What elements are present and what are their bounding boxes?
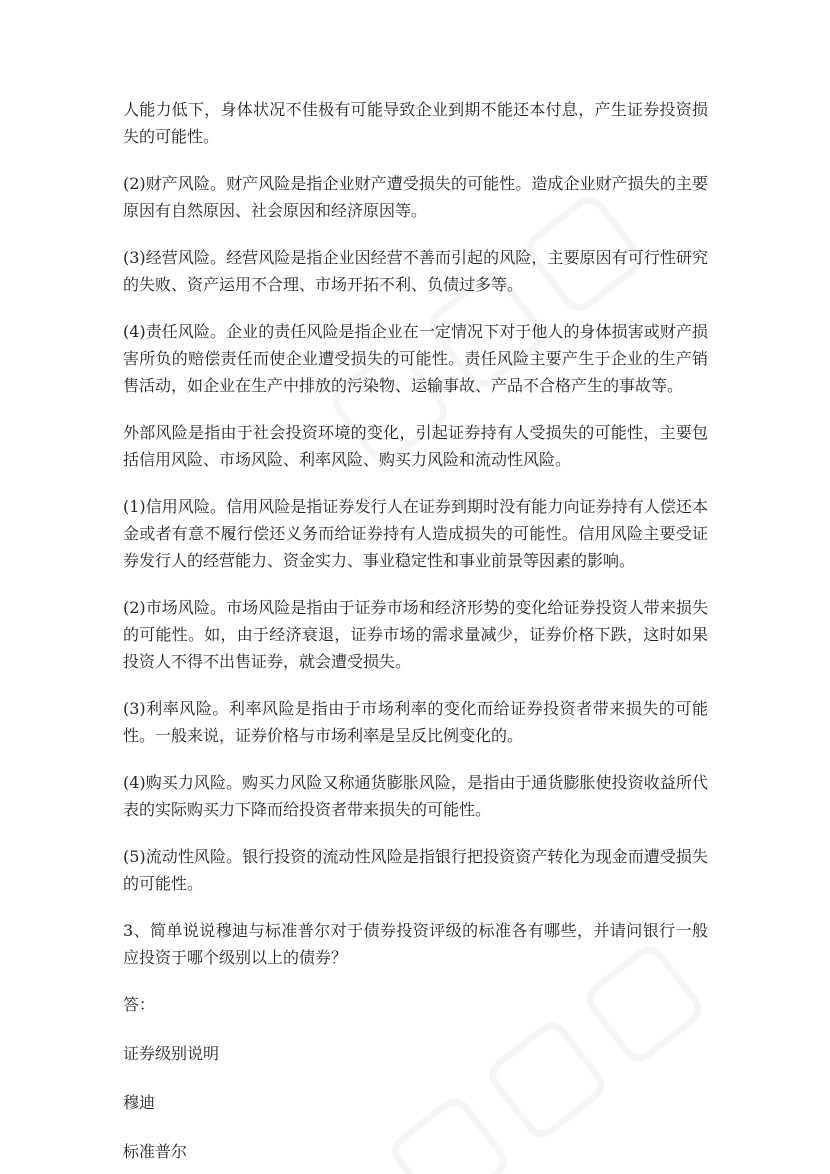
paragraph-purchasing-power-risk: (4)购买力风险。购买力风险又称通货膨胀风险，是指由于通货膨胀使投资收益所代表的实际购买力下降而给投资者带来损失的可能性。: [123, 773, 708, 819]
paragraph-standard-poors: 标准普尔: [123, 1142, 188, 1161]
document-body: [123, 96, 708, 1174]
paragraph-liability-risk: (4)责任风险。企业的责任风险是指企业在一定情况下对于他人的身体损害或财产损害所负的赔偿责任而使企业遭受损失的可能性。责任风险主要产生于企业的生产销售活动，如企业在生产中排放的污染物、运输事故、产品不合格产生的事故等。: [123, 322, 708, 395]
paragraph-interest-rate-risk: (3)利率风险。利率风险是指由于市场利率的变化而给证券投资者带来损失的可能性。一般来说，证券价格与市场利率是呈反比例变化的。: [123, 699, 708, 745]
paragraph-question-3: 3、简单说说穆迪与标准普尔对于债券投资评级的标准各有哪些，并请问银行一般应投资于哪个级别以上的债券？: [123, 921, 708, 967]
paragraph-credit-risk: (1)信用风险。信用风险是指证券发行人在证券到期时没有能力向证券持有人偿还本金或者有意不履行偿还义务而给证券持有人造成损失的可能性。信用风险主要受证券发行人的经营能力、资金实力、事业稳定性和事业前景等因素的影响。: [123, 497, 708, 570]
paragraph-market-risk: (2)市场风险。市场风险是指由于证券市场和经济形势的变化给证券投资人带来损失的可能性。如，由于经济衰退，证券市场的需求量减少，证券价格下跌，这时如果投资人不得不出售证券，就会遭受损失。: [123, 598, 708, 671]
paragraph-operating-risk: (3)经营风险。经营风险是指企业因经营不善而引起的风险，主要原因有可行性研究的失败、资产运用不合理、市场开拓不利、负债过多等。: [123, 248, 708, 294]
paragraph-liquidity-risk: (5)流动性风险。银行投资的流动性风险是指银行把投资资产转化为现金而遭受损失的可能性。: [123, 847, 708, 893]
paragraph-external-risk: 外部风险是指由于社会投资环境的变化，引起证券持有人受损失的可能性，主要包括信用风险、市场风险、利率风险、购买力风险和流动性风险。: [123, 423, 708, 469]
paragraph-property-risk: (2)财产风险。财产风险是指企业财产遭受损失的可能性。造成企业财产损失的主要原因有自然原因、社会原因和经济原因等。: [123, 174, 708, 220]
paragraph-moodys: 穆迪: [123, 1093, 156, 1112]
paragraph-rating-heading: 证券级别说明: [123, 1044, 220, 1063]
paragraph-personal-ability: 人能力低下，身体状况不佳极有可能导致企业到期不能还本付息，产生证券投资损失的可能性。: [123, 100, 708, 146]
paragraph-answer-label: 答：: [123, 995, 156, 1014]
